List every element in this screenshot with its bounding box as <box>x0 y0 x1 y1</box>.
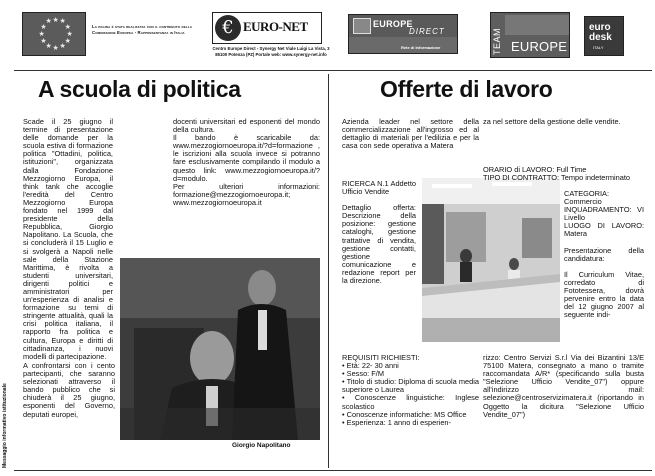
right-col1 <box>342 118 479 150</box>
left-col2-text: docenti universitari ed esponenti del mondo della cultura. <box>173 117 320 135</box>
requisito-item: • Titolo di studio: Diploma di scuola media superiore o Laurea <box>342 377 479 395</box>
requisiti-title: REQUISITI RICHIESTI: <box>342 353 420 362</box>
euronet-label: EURO-NET <box>243 19 308 34</box>
column-divider <box>328 74 329 468</box>
eu-star-icon: ★ <box>52 16 59 24</box>
eu-star-icon: ★ <box>64 23 71 31</box>
right-col-ricerca <box>342 180 416 285</box>
requisito-item: • Sesso: F/M <box>342 369 385 379</box>
eu-star-icon: ★ <box>59 42 66 50</box>
side-label: Messaggio informativo istituzionale <box>2 383 8 468</box>
eu-star-icon: ★ <box>38 30 45 38</box>
europe-direct-logo <box>348 14 458 54</box>
eurodesk-sub: ITALY <box>593 45 604 50</box>
eu-star-icon: ★ <box>59 18 66 26</box>
team-europe-bar <box>505 15 569 35</box>
ricerca-text: RICERCA N.1 Addetto Ufficio Vendite <box>342 179 416 197</box>
team-vertical-label: TEAM <box>492 27 502 55</box>
bottom-rule <box>14 470 652 471</box>
eu-star-icon: ★ <box>40 23 47 31</box>
right-col2-text: za nel settore della gestione delle vendite. <box>483 117 621 126</box>
header-logos <box>14 10 652 70</box>
eu-star-icon: ★ <box>66 30 73 38</box>
eu-star-icon: ★ <box>52 44 59 52</box>
photo-caption: Giorgio Napolitano <box>232 442 291 449</box>
right-col-details <box>483 165 644 320</box>
eu-star-icon: ★ <box>45 42 52 50</box>
left-article-title: A scuola di politica <box>38 76 241 102</box>
right-col1-text: Azienda leader nel settore della commercializzazione all'ingrosso ed al dettaglio di materiali per l'edilizia e per la casa con sede operativa a Matera <box>342 117 479 151</box>
eu-flag-icon <box>22 12 86 56</box>
left-col1-text: Scade il 25 giugno il termine di presentazione delle domande per la scuola estiva di formazione politica "Ottadini, politica, istituzioni", organizzata dalla Fondazione Mezzogiorno Europa, il think tank che accoglie l'eredità del Centro Mezzogiorno Europa fondato nel 1999 dal presidente della Repubblica, Giorgio Napolitano. La Scuola, che si concluderà il 15 Luglio e si svolgerà a Napoli nelle sale della Stazione Marittima, è rivolta a studenti universitari, dirigenti politici e amministratori per un'esperienza di analisi e formazione su temi di stringente attualità, quali la crisi politica italiana, il rapporto fra politica e cultura, Europa e diritti di cittadinanza, i nuovi modelli di partecipazione. <box>23 117 113 361</box>
euronet-address: Centro Europe Direct - Synergy Net Viale Luigi La Vista, 3 85100 Potenza (PZ) Portale web: www.synergy-net.info <box>212 46 330 57</box>
left-article-col2 <box>173 118 320 207</box>
right-col2 <box>483 118 644 134</box>
left-col1b-text: A confrontarsi con i cento partecipanti, che saranno selezionati attraverso il bando pubblico che si chiuderà il 25 giugno, esponenti del Governo, deputati europei, <box>23 361 115 419</box>
europe-direct-label-2: DIRECT <box>409 27 445 36</box>
presentazione-body: Il Curriculum Vitae, corredato di Fototessera, dovrà pervenire entro la data del 12 giugno 2007 al seguente indi- <box>564 269 644 320</box>
europe-direct-sub: Rete di Informazione <box>401 45 441 50</box>
left-article-col1b <box>23 362 115 419</box>
eurodesk-logo <box>584 16 624 56</box>
orario-text: ORARIO di LAVORO: Full Time <box>483 165 587 174</box>
team-europe-label: EUROPE <box>511 39 568 54</box>
right-article-title: Offerte di lavoro <box>380 76 553 102</box>
requisiti-block <box>342 354 479 427</box>
eurodesk-label: euro desk <box>589 22 612 43</box>
categoria-text: CATEGORIA: Commercio <box>564 189 610 207</box>
requisito-item: • Età: 22- 30 anni <box>342 361 399 371</box>
eu-commission-note: La pagina è stata realizzata con il contributo della Commissione Europea - Rappresentanza in Italia <box>92 24 192 35</box>
euronet-logo <box>212 12 322 44</box>
europe-direct-icon <box>353 18 371 34</box>
indirizzo-text: rizzo: Centro Servizi S.r.l Via dei Bizantini 13/E 75100 Matera, consegnato a mano o tramite raccomandata A/R* (specificando sulla busta "Selezione Ufficio Vendite_07") oppure all'indirizzo mail: selezione@centroservizimatera.it (riportando in Oggetto la dicitura "Selezione Ufficio Vendite_07") <box>483 353 644 419</box>
indirizzo-block <box>483 354 644 419</box>
left-col2-info: Per ulteriori informazioni: formazione@mezzogiornoeuropa.it; www.mezzogiornoeuropa.it <box>173 181 320 207</box>
eu-star-icon: ★ <box>45 18 52 26</box>
presentazione-heading: Presentazione della candidatura: <box>564 245 644 263</box>
requisito-item: • Conoscenze linguistiche: Inglese scolastico <box>342 393 479 411</box>
luogo-text: LUOGO DI LAVORO: Matera <box>564 221 644 239</box>
requisito-item: • Conoscenze informatiche: MS Office <box>342 409 467 419</box>
dettaglio-text: Dettaglio offerta: Descrizione della posizione: gestione cataloghi, gestione trattative di vendita, gestione contatti, gestione comunicazione e redazione report per la direzione. <box>342 203 416 286</box>
eu-star-icon: ★ <box>40 37 47 45</box>
office-photo <box>422 178 560 342</box>
requisito-item: • Esperienza: 1 anno di esperien- <box>342 417 451 427</box>
eu-star-icon: ★ <box>64 37 71 45</box>
inquadramento-text: INQUADRAMENTO: VI Livello <box>564 205 644 223</box>
office-photo-svg <box>422 178 560 342</box>
europe-direct-label: EUROPE <box>373 19 413 29</box>
napolitano-photo <box>120 258 320 440</box>
left-article-col1 <box>23 118 113 361</box>
contratto-text: TIPO DI CONTRATTO: Tempo indeterminato <box>483 173 631 182</box>
team-europe-logo <box>490 12 570 58</box>
napolitano-photo-svg <box>120 258 320 440</box>
euro-symbol-icon: € <box>215 15 241 41</box>
left-col2-bando: Il bando è scaricabile da: www.mezzogiornoeuropa.it/?d=formazione , le iscrizioni alla scuola invece si potranno fare esclusivamente compilando il modulo a questo link: www.mezzogiornoeuropa.it/?d=modulo. <box>173 133 320 183</box>
